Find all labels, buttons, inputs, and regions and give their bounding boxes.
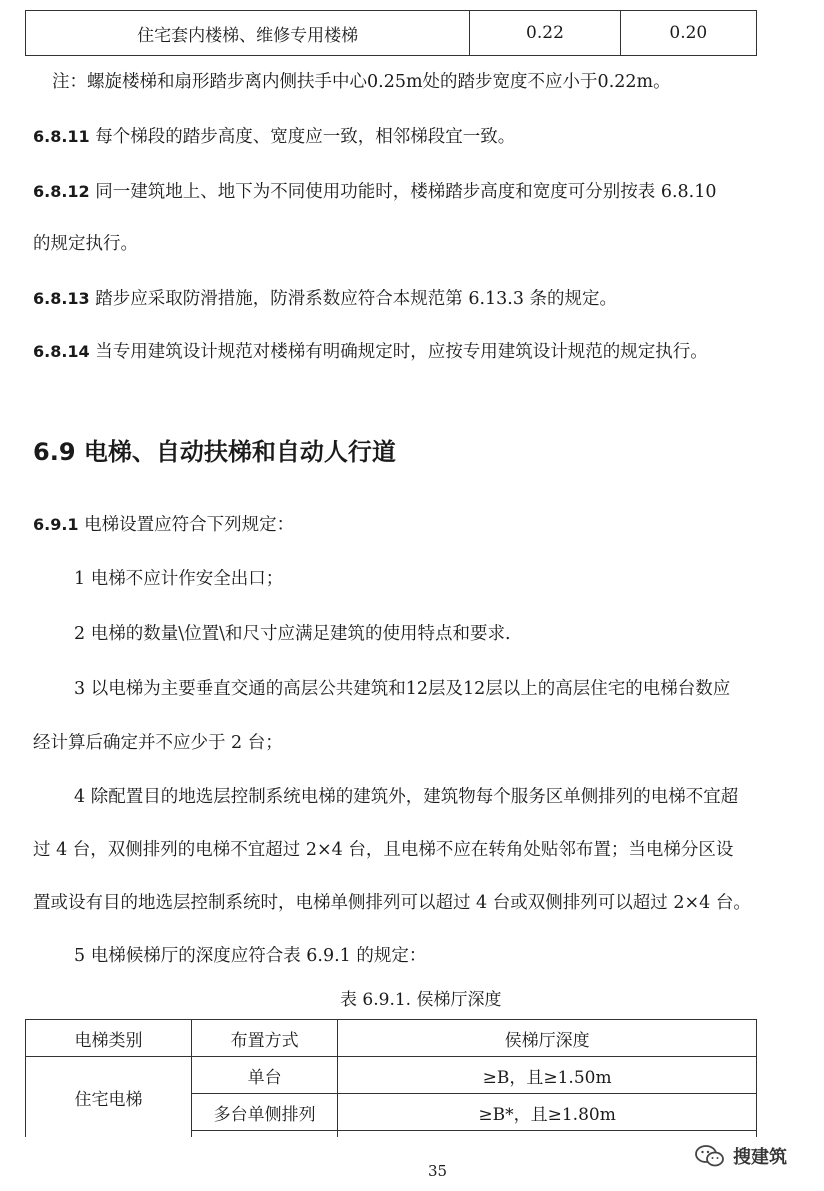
list-item-continued: 经计算后确定并不应少于 2 台； [33,733,283,753]
table-note: 注：螺旋楼梯和扇形踏步离内侧扶手中心0.25m处的踏步宽度不应小于0.22m。 [52,72,671,92]
clause-text: 踏步应采取防滑措施，防滑系数应符合本规范第 6.13.3 条的规定。 [95,289,618,309]
section-number: 6.9 [33,438,76,466]
waiting-hall-depth-table [25,1019,757,1137]
table-cell: 单台 [192,1057,338,1094]
wechat-icon [695,1144,725,1168]
clause-text: 当专用建筑设计规范对楼梯有明确规定时，应按专用建筑设计规范的规定执行。 [95,342,708,362]
page-number: 35 [428,1162,448,1180]
list-item: 1 电梯不应计作安全出口； [74,569,284,589]
clause-6-8-14 [33,340,708,364]
table-header-cell: 侯梯厅深度 [338,1020,757,1057]
list-item: 3 以电梯为主要垂直交通的高层公共建筑和12层及12层以上的高层住宅的电梯台数应 [74,679,731,699]
clause-number: 6.8.14 [33,342,90,361]
clause-6-9-1 [33,513,294,537]
clause-text: 同一建筑地上、地下为不同使用功能时，楼梯踏步高度和宽度可分别按表 6.8.10 [95,182,717,202]
table-cell-label: 住宅套内楼梯、维修专用楼梯 [26,11,470,56]
table-cell: ≥B，且≥1.50m [338,1057,757,1094]
clause-number: 6.8.12 [33,182,90,201]
section-title: 电梯、自动扶梯和自动人行道 [83,438,396,466]
table-row [26,11,757,56]
table-row [26,1057,757,1094]
table-header-cell: 布置方式 [192,1020,338,1057]
clause-text: 电梯设置应符合下列规定： [84,515,295,535]
stair-step-table [25,10,757,56]
table-cell-cut [192,1131,338,1138]
clause-6-8-11 [33,125,515,149]
table-group-cell: 住宅电梯 [26,1057,192,1138]
list-item: 2 电梯的数量\位置\和尺寸应满足建筑的使用特点和要求. [74,624,511,644]
table-header-cell: 电梯类别 [26,1020,192,1057]
clause-text: 每个梯段的踏步高度、宽度应一致，相邻梯段宜一致。 [95,127,516,147]
clause-text-continued: 的规定执行。 [33,234,138,254]
list-item-continued: 置或设有目的地选层控制系统时，电梯单侧排列可以超过 4 台或双侧排列可以超过 2×4 台。 [33,893,751,913]
clause-6-8-12 [33,180,717,204]
table-cell-value: 0.20 [620,11,756,56]
list-item: 4 除配置目的地选层控制系统电梯的建筑外，建筑物每个服务区单侧排列的电梯不宜超 [74,787,739,807]
clause-number: 6.8.11 [33,127,90,146]
clause-number: 6.9.1 [33,515,79,534]
table-cell: ≥B*，且≥1.80m [338,1094,757,1131]
table-cell-cut [338,1131,757,1138]
clause-6-8-13 [33,287,617,311]
list-item-continued: 过 4 台，双侧排列的电梯不宜超过 2×4 台，且电梯不应在转角处贴邻布置；当电梯分区设 [33,840,734,860]
table-cell-value: 0.22 [470,11,620,56]
watermark-text: 搜建筑 [733,1147,787,1168]
section-heading [33,432,396,467]
list-item: 5 电梯候梯厅的深度应符合表 6.9.1 的规定： [74,946,427,966]
table-caption: 表 6.9.1. 侯梯厅深度 [340,990,502,1010]
clause-number: 6.8.13 [33,289,90,308]
table-header-row [26,1020,757,1057]
table-cell: 多台单侧排列 [192,1094,338,1131]
watermark [695,1143,787,1169]
